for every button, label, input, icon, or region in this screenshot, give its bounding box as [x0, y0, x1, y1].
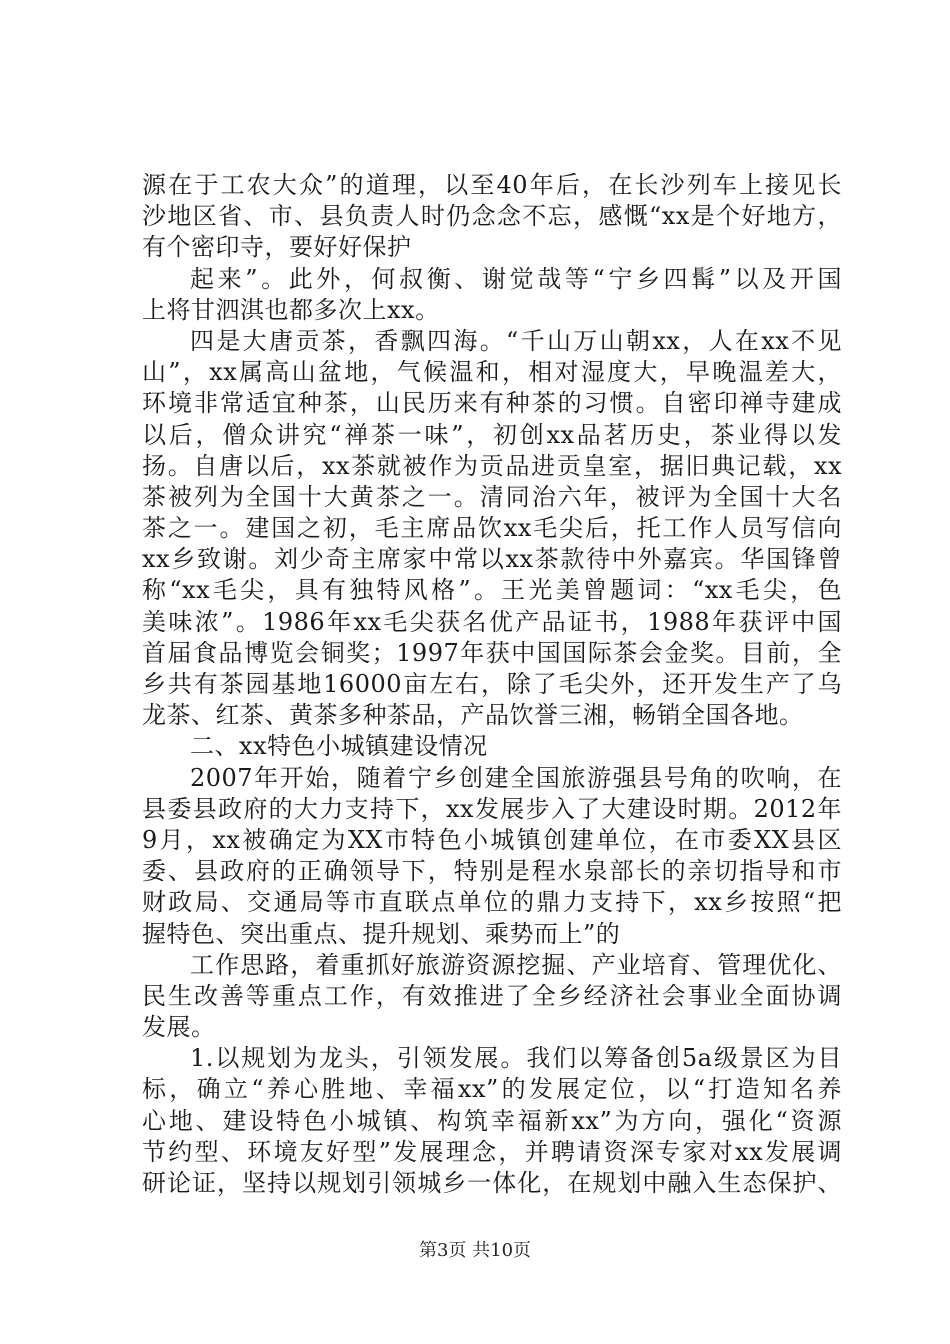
section-heading: 二、xx特色小城镇建设情况 — [190, 732, 488, 761]
text-line: 龙茶、红茶、黄茶多种茶品，产品饮誉三湘，畅销全国各地。 — [142, 701, 804, 730]
text-line: 茶被列为全国十大黄茶之一。清同治六年，被评为全国十大名 — [142, 482, 842, 511]
text-line: 9月，xx被确定为XX市特色小城镇创建单位，在市委XX县区 — [142, 825, 842, 854]
text-line: 有个密印寺，要好好保护 — [142, 233, 412, 262]
text-line: 县委县政府的大力支持下，xx发展步入了大建设时期。2012年 — [142, 794, 842, 823]
text-line: 乡共有茶园基地16000亩左右，除了毛尖外，还开发生产了乌 — [142, 670, 842, 698]
text-line: 环境非常适宜种茶，山民历来有种茶的习惯。自密印禅寺建成 — [142, 389, 842, 418]
document-body — [142, 170, 842, 1199]
text-line: 沙地区省、市、县负责人时仍念念不忘，感慨“xx是个好地方， — [142, 202, 842, 231]
text-line: 称“xx毛尖，具有独特风格”。王光美曾题词：“xx毛尖，色 — [142, 576, 842, 605]
text-line: 源在于工农大众”的道理，以至40年后，在长沙列车上接见长 — [142, 171, 842, 199]
text-line: 四是大唐贡茶，香飘四海。“千山万山朝xx，人在xx不见 — [190, 326, 842, 355]
text-line: 起来”。此外，何叔衡、谢觉哉等“宁乡四髯”以及开国 — [190, 264, 842, 293]
text-line: 2007年开始，随着宁乡创建全国旅游强县号角的吹响，在 — [190, 763, 842, 792]
text-line: xx乡致谢。刘少奇主席家中常以xx茶款待中外嘉宾。华国锋曾 — [142, 545, 842, 574]
page-footer: 第3页 共10页 — [418, 1240, 532, 1261]
text-line: 民生改善等重点工作，有效推进了全乡经济社会事业全面协调 — [142, 981, 842, 1010]
text-line: 上将甘泗淇也都多次上xx。 — [142, 295, 440, 324]
text-line: 以后，僧众讲究“禅茶一味”，初创xx品茗历史，茶业得以发 — [142, 420, 842, 449]
text-line: 茶之一。建国之初，毛主席品饮xx毛尖后，托工作人员写信向 — [142, 514, 842, 543]
text-line: 研论证，坚持以规划引领城乡一体化，在规划中融入生态保护、 — [142, 1169, 842, 1197]
text-line: 委、县政府的正确领导下，特别是程水泉部长的亲切指导和市 — [142, 857, 842, 886]
text-line: 标，确立“养心胜地、幸福xx”的发展定位，以“打造知名养 — [142, 1075, 842, 1104]
text-line: 扬。自唐以后，xx茶就被作为贡品进贡皇室，据旧典记载，xx — [142, 451, 842, 480]
text-line: 节约型、环境友好型”发展理念，并聘请资深专家对xx发展调 — [142, 1137, 842, 1166]
text-line: 1.以规划为龙头，引领发展。我们以筹备创5a级景区为目 — [190, 1044, 842, 1073]
text-line: 工作思路，着重抓好旅游资源挖掘、产业培育、管理优化、 — [190, 950, 842, 979]
text-line: 握特色、突出重点、提升规划、乘势而上”的 — [142, 919, 621, 948]
text-line: 发展。 — [142, 1013, 216, 1042]
text-line: 山”，xx属高山盆地，气候温和，相对湿度大，早晚温差大， — [142, 358, 842, 387]
text-line: 首届食品博览会铜奖；1997年获中国国际茶会金奖。目前，全 — [142, 638, 842, 667]
text-line: 美味浓”。1986年xx毛尖获名优产品证书，1988年获评中国 — [142, 607, 842, 636]
text-line: 心地、建设特色小城镇、构筑幸福新xx”为方向，强化“资源 — [142, 1106, 842, 1135]
text-line: 财政局、交通局等市直联点单位的鼎力支持下，xx乡按照“把 — [142, 888, 842, 917]
